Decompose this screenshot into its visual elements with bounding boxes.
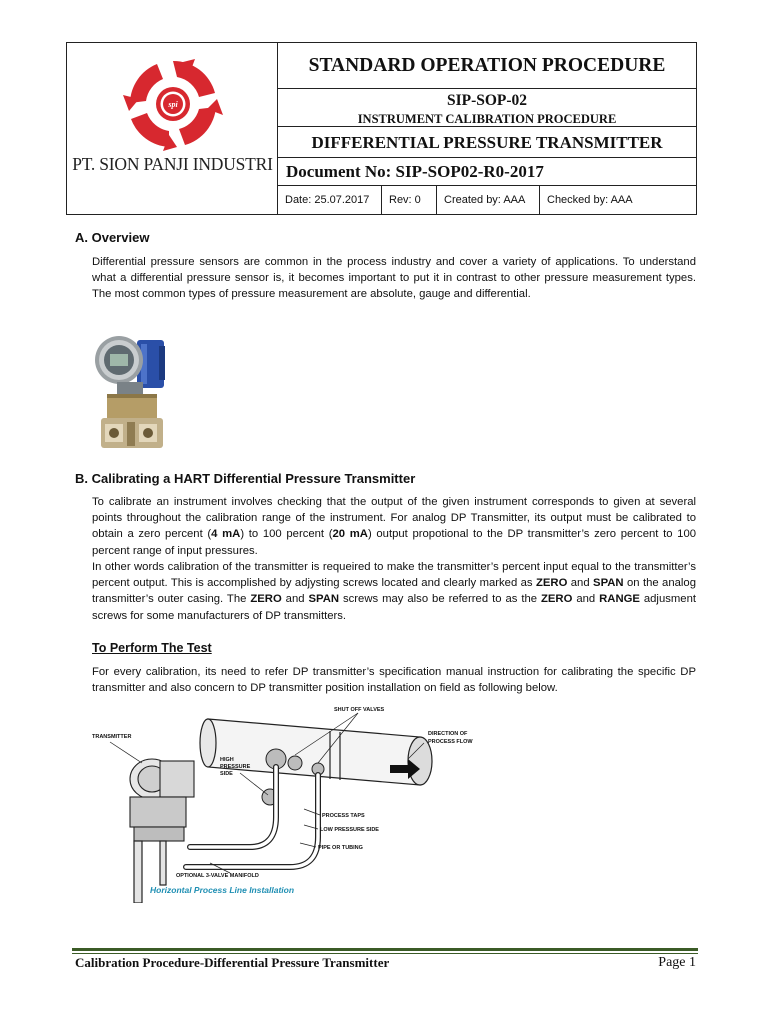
label-direction-1: DIRECTION OF — [428, 731, 468, 737]
document-subtitle: INSTRUMENT CALIBRATION PROCEDURE — [357, 112, 617, 126]
label-pipe-or-tubing: PIPE OR TUBING — [318, 845, 363, 851]
label-shut-off-valves: SHUT OFF VALVES — [334, 707, 385, 713]
section-a-heading: A. Overview — [75, 230, 150, 245]
footer-title: Calibration Procedure-Differential Pressure Transmitter — [75, 955, 390, 970]
label-high-1: HIGH — [220, 757, 234, 763]
label-direction-2: PROCESS FLOW — [428, 739, 473, 745]
perform-test-paragraph: For every calibration, its need to refer DP transmitter’s specification manual instruction for calibrating the specific DP transmitter and also concern to DP transmitter position installation on field as following below. — [92, 666, 696, 695]
document-subject: DIFFERENTIAL PRESSURE TRANSMITTER — [278, 127, 696, 158]
label-transmitter: TRANSMITTER — [92, 734, 132, 740]
logo-cell — [67, 43, 278, 214]
overview-paragraph: Differential pressure sensors are common in the process industry and cover a variety of applications. To understand what a differential pressure sensor is, it becomes important to put it in contrast to other pressure measurement types. The most common types of pressure measurement are absolute, gauge and differential. — [92, 256, 696, 301]
label-high-3: SIDE — [220, 771, 233, 777]
checked-by-cell: Checked by: AAA — [547, 194, 633, 206]
header-table — [66, 42, 697, 215]
document-title: STANDARD OPERATION PROCEDURE — [278, 43, 696, 89]
label-high-2: PRESSURE — [220, 764, 251, 770]
calibration-paragraph-1: To calibrate an instrument involves checking that the output of the given instrument corresponds to given at several points throughout the calibration range of the instrument. For analog DP Transmitter, its output must be calibrated to obtain a zero percent (4 mA) to 100 percent (20 mA) output propotional to the DP transmitter’s zero percent to 100 percent range of input pressures. — [92, 496, 697, 557]
footer-rule-thin — [72, 953, 698, 954]
document-code-cell — [278, 89, 696, 127]
installation-diagram — [90, 697, 482, 903]
label-low-pressure-side: LOW PRESSURE SIDE — [320, 827, 379, 833]
section-b-heading: B. Calibrating a HART Differential Pressure Transmitter — [75, 471, 416, 486]
document-number: Document No: SIP-SOP02-R0-2017 — [278, 158, 696, 186]
footer-rule — [72, 948, 698, 951]
created-by-cell: Created by: AAA — [437, 186, 540, 214]
company-logo — [119, 57, 227, 151]
calibration-paragraph-2: In other words calibration of the transmitter is requeired to make the transmitter’s percent input equal to the transmitter’s percent output. This is accomplished by adjysting screws located and clearly marked as ZERO and SPAN on the analog transmitter’s outer casing. The ZERO and SPAN screws may also be referred to as the ZERO and RANGE adjusment screws for some manufacturers of DP transmitters. — [92, 561, 696, 622]
company-name: PT. SION PANJI INDUSTRI — [72, 154, 273, 174]
svg-text:spi: spi — [168, 100, 178, 109]
label-process-taps: PROCESS TAPS — [322, 813, 365, 819]
diagram-caption: Horizontal Process Line Installation — [150, 885, 295, 895]
rev-cell: Rev: 0 — [382, 186, 437, 214]
document-meta-row — [278, 186, 696, 214]
page-number: Page 1 — [658, 955, 696, 970]
dp-transmitter-photo — [93, 334, 167, 452]
date-cell: Date: 25.07.2017 — [278, 186, 382, 214]
label-optional-manifold: OPTIONAL 3-VALVE MANIFOLD — [176, 873, 259, 879]
perform-test-heading: To Perform The Test — [92, 641, 212, 655]
document-code: SIP-SOP-02 — [446, 92, 528, 109]
